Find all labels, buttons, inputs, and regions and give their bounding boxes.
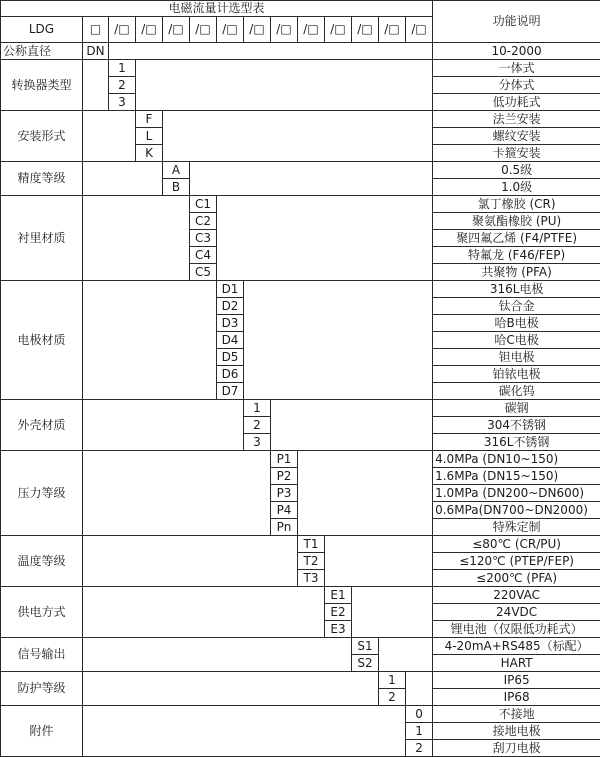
filler-cell <box>379 638 433 672</box>
filler-cell <box>83 638 352 672</box>
option-code-cell: 2 <box>109 77 136 94</box>
option-description: 分体式 <box>433 77 600 94</box>
option-row <box>1 111 600 128</box>
option-code-cell: E1 <box>325 587 352 604</box>
filler-cell <box>83 400 244 451</box>
option-code-cell: 3 <box>244 434 271 451</box>
option-description: 316L不锈钢 <box>433 434 600 451</box>
option-description: 1.0MPa (DN200~DN600) <box>433 485 600 502</box>
filler-cell <box>352 587 433 638</box>
option-description: HART <box>433 655 600 672</box>
option-description: 碳钢 <box>433 400 600 417</box>
option-description: 哈C电极 <box>433 332 600 349</box>
option-row <box>1 60 600 77</box>
option-row <box>1 706 600 723</box>
model-slot-box: /□ <box>163 17 190 43</box>
option-description: ≤200℃ (PFA) <box>433 570 600 587</box>
option-code-cell: D4 <box>217 332 244 349</box>
model-slot-box: /□ <box>325 17 352 43</box>
option-code-cell: 1 <box>379 672 406 689</box>
filler-cell <box>83 162 163 196</box>
option-code-cell: D1 <box>217 281 244 298</box>
filler-cell <box>109 43 433 60</box>
option-code-cell: 2 <box>244 417 271 434</box>
option-row <box>1 638 600 655</box>
option-code-cell: K <box>136 145 163 162</box>
option-code-cell: C2 <box>190 213 217 230</box>
filler-cell <box>190 162 433 196</box>
model-slot-box: /□ <box>190 17 217 43</box>
option-row <box>1 451 600 468</box>
category-label: 公称直径 <box>1 43 83 60</box>
option-description: 220VAC <box>433 587 600 604</box>
option-description: 聚四氟乙烯 (F4/PTFE) <box>433 230 600 247</box>
option-code-cell: Pn <box>271 519 298 536</box>
category-label: 供电方式 <box>1 587 83 638</box>
filler-cell <box>83 281 217 400</box>
filler-cell <box>83 196 190 281</box>
option-description: 316L电极 <box>433 281 600 298</box>
option-code-cell: C3 <box>190 230 217 247</box>
filler-cell <box>83 706 406 757</box>
model-slot-box: /□ <box>379 17 406 43</box>
option-description: 氯丁橡胶 (CR) <box>433 196 600 213</box>
option-description: 聚氨酯橡胶 (PU) <box>433 213 600 230</box>
option-description: 锂电池（仅限低功耗式） <box>433 621 600 638</box>
option-description: 不接地 <box>433 706 600 723</box>
option-description: 特殊定制 <box>433 519 600 536</box>
option-description: IP68 <box>433 689 600 706</box>
function-column-header: 功能说明 <box>433 1 600 43</box>
model-slot-box: /□ <box>298 17 325 43</box>
option-code-cell: T2 <box>298 553 325 570</box>
option-description: 304不锈钢 <box>433 417 600 434</box>
option-row <box>1 400 600 417</box>
model-prefix: LDG <box>1 17 83 43</box>
option-description: 4.0MPa (DN10~150) <box>433 451 600 468</box>
option-code-cell: D6 <box>217 366 244 383</box>
option-code-cell: T3 <box>298 570 325 587</box>
option-description: 铂铱电极 <box>433 366 600 383</box>
option-description: 刮刀电极 <box>433 740 600 757</box>
option-description: 一体式 <box>433 60 600 77</box>
option-code-cell: 1 <box>406 723 433 740</box>
filler-cell <box>271 400 433 451</box>
option-row <box>1 587 600 604</box>
option-code-cell: E3 <box>325 621 352 638</box>
option-code-cell: DN <box>83 43 109 60</box>
category-label: 压力等级 <box>1 451 83 536</box>
model-slot-box: /□ <box>136 17 163 43</box>
model-slot-box: /□ <box>271 17 298 43</box>
option-code-cell: S2 <box>352 655 379 672</box>
option-row <box>1 162 600 179</box>
option-description: 24VDC <box>433 604 600 621</box>
option-code-cell: C4 <box>190 247 217 264</box>
option-code-cell: A <box>163 162 190 179</box>
model-slot-box: /□ <box>109 17 136 43</box>
model-slot-box: /□ <box>244 17 271 43</box>
filler-cell <box>217 196 433 281</box>
option-description: 特氟龙 (F46/FEP) <box>433 247 600 264</box>
option-code-cell: D3 <box>217 315 244 332</box>
option-description: 10-2000 <box>433 43 600 60</box>
filler-cell <box>83 451 271 536</box>
filler-cell <box>83 536 298 587</box>
category-label: 电极材质 <box>1 281 83 400</box>
option-code-cell: 3 <box>109 94 136 111</box>
option-description: ≤120℃ (PTEP/FEP) <box>433 553 600 570</box>
option-row <box>1 672 600 689</box>
option-description: 0.5级 <box>433 162 600 179</box>
model-slot-box: /□ <box>406 17 433 43</box>
option-code-cell: B <box>163 179 190 196</box>
filler-cell <box>298 451 433 536</box>
filler-cell <box>406 672 433 706</box>
filler-cell <box>244 281 433 400</box>
category-label: 温度等级 <box>1 536 83 587</box>
option-row <box>1 196 600 213</box>
filler-cell <box>83 587 325 638</box>
category-label: 衬里材质 <box>1 196 83 281</box>
option-description: 碳化钨 <box>433 383 600 400</box>
option-code-cell: 1 <box>109 60 136 77</box>
option-description: 1.0级 <box>433 179 600 196</box>
option-code-cell: F <box>136 111 163 128</box>
category-label: 转换器类型 <box>1 60 83 111</box>
page-title: 电磁流量计选型表 <box>1 1 433 17</box>
category-label: 信号输出 <box>1 638 83 672</box>
option-description: 4-20mA+RS485（标配） <box>433 638 600 655</box>
option-code-cell: C5 <box>190 264 217 281</box>
filler-cell <box>136 60 433 111</box>
option-row <box>1 43 600 60</box>
option-description: IP65 <box>433 672 600 689</box>
option-code-cell: D5 <box>217 349 244 366</box>
filler-cell <box>163 111 433 162</box>
option-code-cell: D2 <box>217 298 244 315</box>
option-description: ≤80℃ (CR/PU) <box>433 536 600 553</box>
option-code-cell: 0 <box>406 706 433 723</box>
category-label: 外壳材质 <box>1 400 83 451</box>
option-description: 螺纹安装 <box>433 128 600 145</box>
option-description: 钽电极 <box>433 349 600 366</box>
category-label: 防护等级 <box>1 672 83 706</box>
option-code-cell: D7 <box>217 383 244 400</box>
model-box: □ <box>83 17 109 43</box>
filler-cell <box>83 111 136 162</box>
option-description: 0.6MPa(DN700~DN2000) <box>433 502 600 519</box>
category-label: 安装形式 <box>1 111 83 162</box>
category-label: 附件 <box>1 706 83 757</box>
option-code-cell: P3 <box>271 485 298 502</box>
option-code-cell: P2 <box>271 468 298 485</box>
option-description: 接地电极 <box>433 723 600 740</box>
option-description: 卡箍安装 <box>433 145 600 162</box>
option-code-cell: L <box>136 128 163 145</box>
option-description: 哈B电极 <box>433 315 600 332</box>
title-row <box>1 1 600 17</box>
filler-cell <box>325 536 433 587</box>
option-description: 钛合金 <box>433 298 600 315</box>
model-slot-box: /□ <box>352 17 379 43</box>
option-code-cell: E2 <box>325 604 352 621</box>
option-code-cell: T1 <box>298 536 325 553</box>
option-row <box>1 281 600 298</box>
option-code-cell: S1 <box>352 638 379 655</box>
option-description: 1.6MPa (DN15~150) <box>433 468 600 485</box>
category-label: 精度等级 <box>1 162 83 196</box>
option-code-cell: 2 <box>406 740 433 757</box>
option-code-cell: P1 <box>271 451 298 468</box>
option-description: 共聚物 (PFA) <box>433 264 600 281</box>
option-code-cell: C1 <box>190 196 217 213</box>
option-code-cell: P4 <box>271 502 298 519</box>
option-row <box>1 536 600 553</box>
option-description: 低功耗式 <box>433 94 600 111</box>
model-slot-box: /□ <box>217 17 244 43</box>
option-code-cell: 1 <box>244 400 271 417</box>
option-code-cell: 2 <box>379 689 406 706</box>
filler-cell <box>83 60 109 111</box>
filler-cell <box>83 672 379 706</box>
option-description: 法兰安装 <box>433 111 600 128</box>
